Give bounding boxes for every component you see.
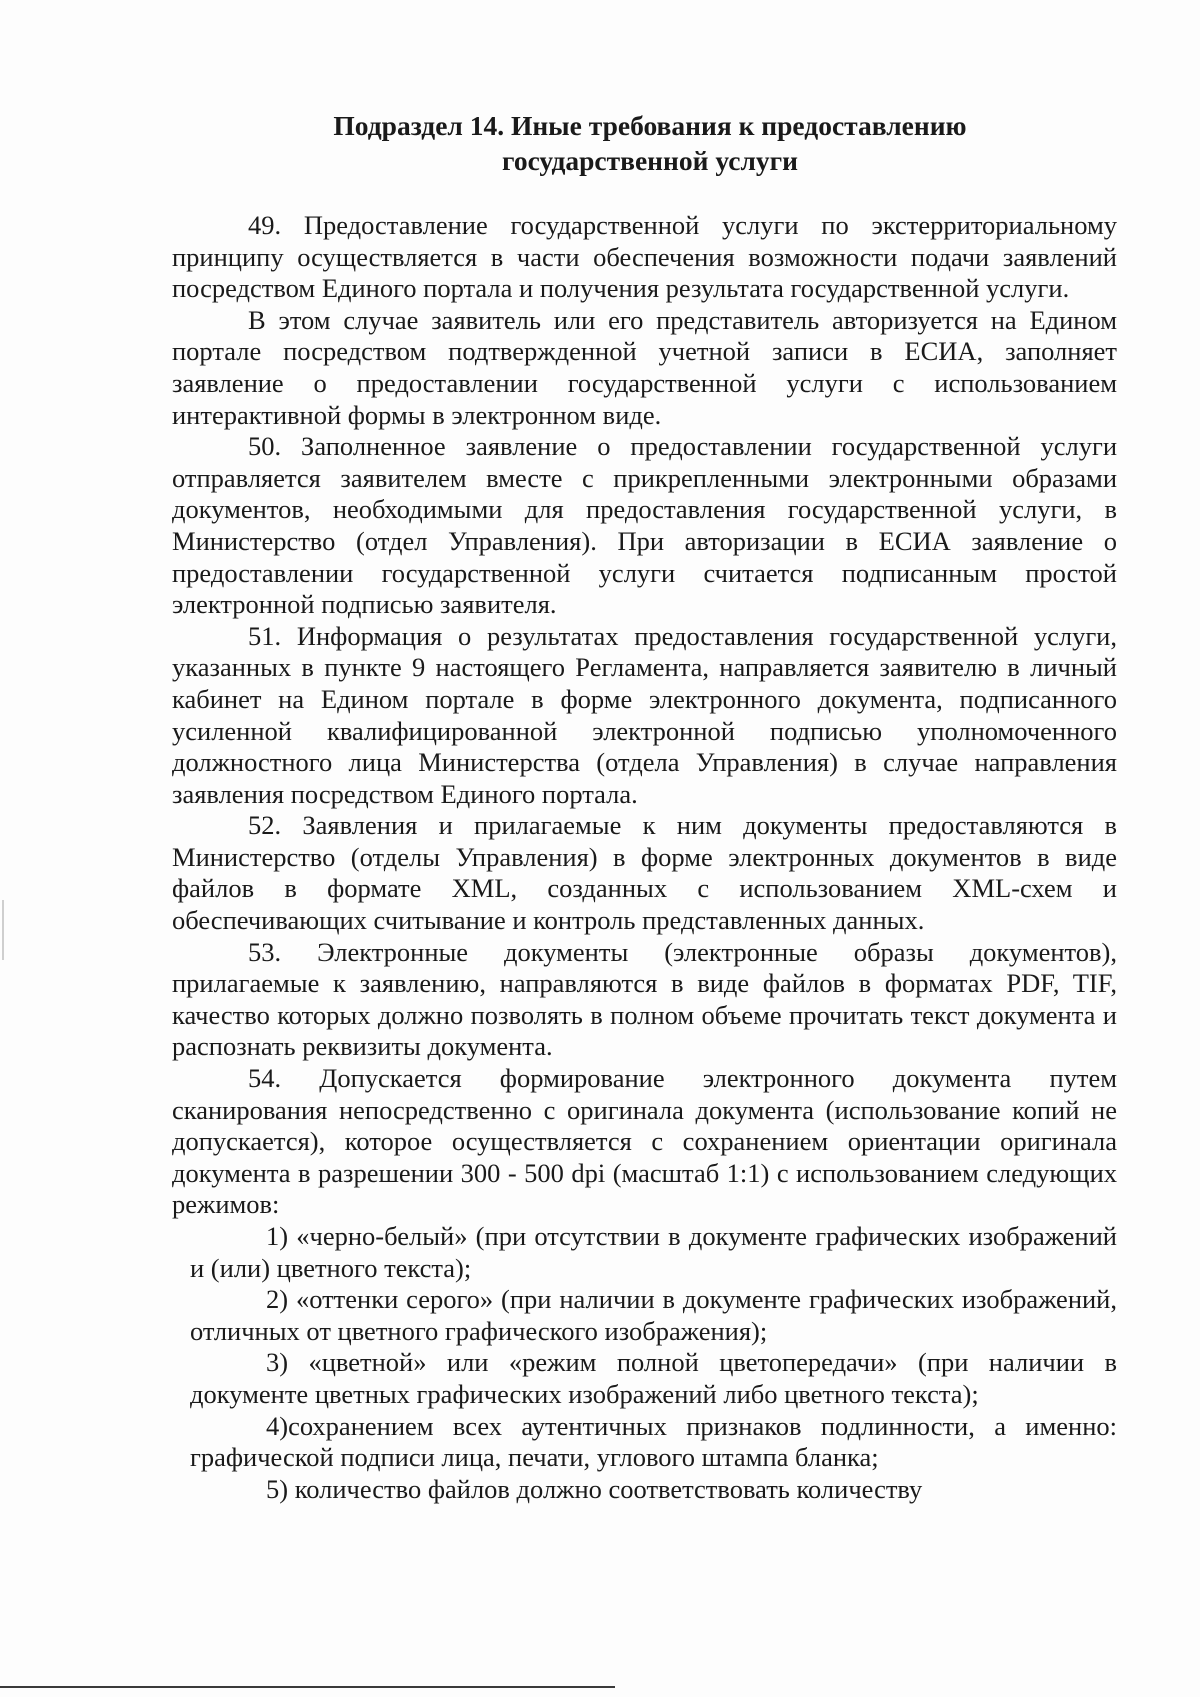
list-item-3: 3) «цветной» или «режим полной цветопередачи» (при наличии в документе цветных графических изображений либо цветного текста); xyxy=(190,1347,1117,1409)
section-heading-line-2: государственной услуги xyxy=(502,145,798,176)
list-item-5: 5) количество файлов должно соответствовать количеству xyxy=(266,1473,923,1504)
list-item-4: 4)сохранением всех аутентичных признаков подлинности, а именно: графической подписи лица, печати, углового штампа бланка; xyxy=(190,1410,1117,1473)
section-heading xyxy=(170,108,1130,178)
paragraph-54: 54. Допускается формирование электронного документа путем сканирования непосредственно с оригинала документа (использование копий не допускается), которое осуществляется с сохранением ориентации оригинала документа в разрешении 300 - 500 dpi (масштаб 1:1) с использованием следующих режимов: xyxy=(172,1063,1117,1220)
section-heading-line-1: Подраздел 14. Иные требования к предоставлению xyxy=(333,110,967,141)
list-item-2: 2) «оттенки серого» (при наличии в документе графических изображений, отличных от цветного графического изображения); xyxy=(190,1284,1117,1346)
document-body xyxy=(172,210,1117,1505)
page-bottom-rule xyxy=(0,1686,615,1688)
scan-artifact xyxy=(2,900,4,960)
paragraph-49: 49. Предоставление государственной услуги по экстерриториальному принципу осуществляется в части обеспечения возможности подачи заявлений посредством Единого портала и получения результата государственной услуги. xyxy=(172,210,1117,304)
list-item-1: 1) «черно-белый» (при отсутствии в документе графических изображений и (или) цветного текста); xyxy=(190,1221,1117,1283)
paragraph-49-continued: В этом случае заявитель или его представитель авторизуется на Едином портале посредством подтвержденной учетной записи в ЕСИА, заполняет заявление о предоставлении государственной услуги с использованием интерактивной формы в электронном виде. xyxy=(172,304,1117,430)
paragraph-53: 53. Электронные документы (электронные образы документов), прилагаемые к заявлению, направляются в виде файлов в форматах PDF, TIF, качество которых должно позволять в полном объеме прочитать текст документа и распознать реквизиты документа. xyxy=(172,936,1117,1062)
paragraph-50: 50. Заполненное заявление о предоставлении государственной услуги отправляется заявителем вместе с прикрепленными электронными образами документов, необходимыми для предоставления государственной услуги, в Министерство (отдел Управления). При авторизации в ЕСИА заявление о предоставлении государственной услуги считается подписанным простой электронной подписью заявителя. xyxy=(172,431,1117,620)
paragraph-52: 52. Заявления и прилагаемые к ним документы предоставляются в Министерство (отделы Управления) в форме электронных документов в виде файлов в формате XML, созданных с использованием XML-схем и обеспечивающих считывание и контроль представленных данных. xyxy=(172,810,1117,936)
paragraph-51: 51. Информация о результатах предоставления государственной услуги, указанных в пункте 9 настоящего Регламента, направляется заявителю в личный кабинет на Едином портале в форме электронного документа, подписанного усиленной квалифицированной электронной подписью уполномоченного должностного лица Министерства (отдела Управления) в случае направления заявления посредством Единого портала. xyxy=(172,620,1117,809)
